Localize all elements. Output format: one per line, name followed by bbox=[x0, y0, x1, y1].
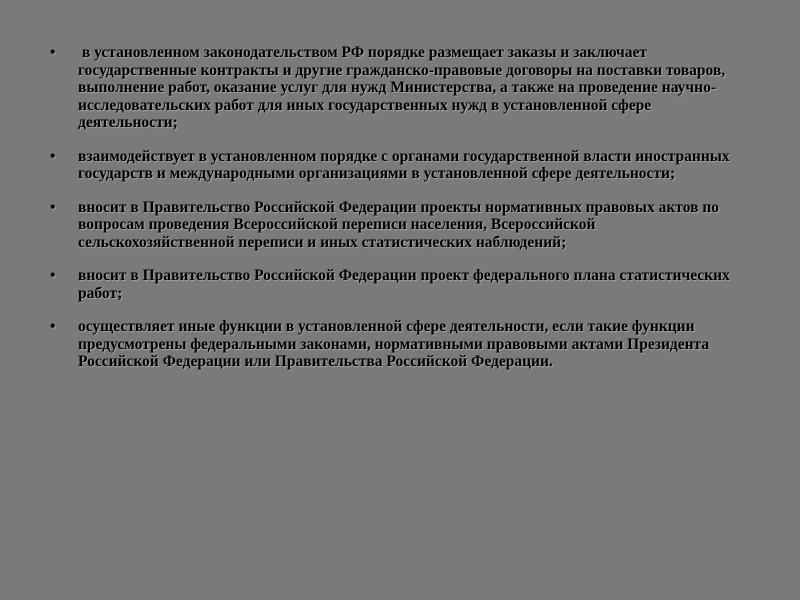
bullet-icon: • bbox=[50, 198, 56, 216]
list-item bbox=[50, 318, 750, 371]
list-item-text: взаимодействует в установленном порядке с органами государственной власти иностранных государств и международными организациями в установленной сфере деятельности; bbox=[78, 147, 730, 182]
bullet-icon: • bbox=[50, 267, 56, 284]
bullet-list bbox=[50, 44, 750, 387]
bullet-icon: • bbox=[50, 147, 56, 165]
bullet-icon: • bbox=[50, 318, 56, 335]
list-item-text: вносит в Правительство Российской Федерации проекты нормативных правовых актов по вопросам проведения Всероссийской переписи населения, Всероссийской сельскохозяйственной переписи и иных статистических наблюдений; bbox=[78, 198, 720, 251]
list-item-text: в установленном законодательством РФ порядке размещает заказы и заключает государственные контракты и другие гражданско-правовые договоры на поставки товаров, выполнение работ, оказание услуг для нужд Министерства, а также на проведение научно-исследовательских работ для иных государственных нужд в установленной сфере деятельности; bbox=[78, 44, 729, 131]
list-item bbox=[50, 267, 750, 302]
list-item-text: вносит в Правительство Российской Федерации проект федерального плана статистических работ; bbox=[78, 267, 730, 302]
list-item bbox=[50, 148, 750, 183]
list-item-text: осуществляет иные функции в установленной сфере деятельности, если такие функции предусмотрены федеральными законами, нормативными правовыми актами Президента Российской Федерации или Правительства Российской Федерации. bbox=[78, 318, 710, 370]
bullet-icon: • bbox=[50, 44, 56, 61]
list-item bbox=[50, 199, 750, 252]
list-item bbox=[50, 44, 750, 132]
